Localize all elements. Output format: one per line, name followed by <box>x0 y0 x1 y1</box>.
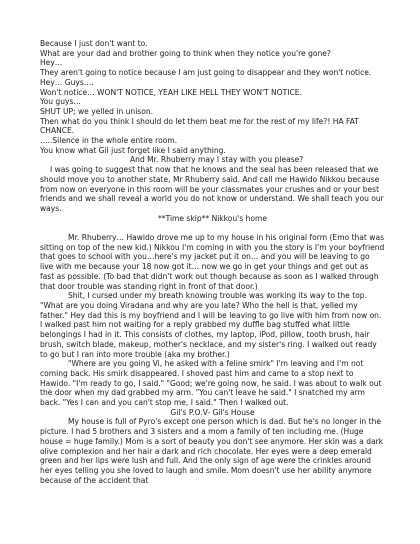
paragraph: Then what do you think I should do let them beat me for the rest of my life?! HA FAT CHANCE. <box>40 116 359 136</box>
paragraph: My house is full of Pyro's except one person which is dad. But he's no longer in the picture. I had 5 brothers and 3 sisters and a mom a family of ten including me. (Huge house = huge family.) Mom is a sort of beauty you don't see anymore. Her skin was a dark olive complexion and her hair a dark and rich chocolate. Her eyes were a deep emerald green and her lips were lush and full. And the only sign of age were the crinkles around her eyes telling you she loved to laugh and smile. Mom doesn't use her ability anymore because of the accident that <box>40 417 384 485</box>
paragraph: Hey… Guys…. <box>40 77 94 87</box>
paragraph: And Mr. Rhuberry may I stay with you please? <box>130 155 304 165</box>
paragraph: What are your dad and brother going to think when they notice you're gone? <box>40 48 331 58</box>
paragraph: I was going to suggest that now that he knows and the seal has been released that we should move you to another state, Mr Rhuberry said. And call me Hawido Nikkou because from now on everyone in this room will be your classmates your crushes and or your best friends and we shall reveal a world you do not know or understand. We shall teach you our ways. <box>40 165 384 213</box>
story-text <box>40 39 385 485</box>
paragraph: Shit, I cursed under my breath knowing trouble was working its way to the top. "What are you doing Viradana and why are you late? Who the hell is that, yelled my father." Hey dad this is my boyfriend and I will be leaving to go live with him from now on. I walked past him not waiting for a reply grabbed my duffle bag stuffed what little belongings I had in it. This consists of clothes, my laptop, iPod, pillow, tooth brush, hair brush, switch blade, makeup, mother's necklace, and my sister's ring. I walked out ready to go but I ran into more trouble (aka my brother.) <box>40 291 382 359</box>
paragraph: …..Silence in the whole entire room. <box>40 136 178 146</box>
paragraph: You know what Gil just forget like I said anything. <box>40 145 226 155</box>
paragraph: SHUT UP; we yelled in unison. <box>40 106 154 116</box>
section-heading: **Time skip** Nikkou's home <box>158 213 267 223</box>
paragraph: Won't notice… WON'T NOTICE, YEAH LIKE HELL THEY WON'T NOTICE. <box>40 87 302 97</box>
blank-line <box>40 223 385 233</box>
paragraph: Mr. Rhuberry… Hawido drove me up to my house in his original form (Emo that was sitting on top of the new kid.) Nikkou I'm coming in with you the story is I'm your boyfriend that goes to school with you…here's my jacket put it on… and you will be leaving to go live with me because your 18 now got it… now we go in get your things and get out as fast as possible. (To bad that didn't work out though because as soon as I walked through that door trouble was standing right in front of that door.) <box>40 233 385 291</box>
paragraph: Hey… <box>40 58 63 68</box>
paragraph: Because I just don't want to. <box>40 39 148 48</box>
paragraph: They aren't going to notice because I am just going to disappear and they won't notice. <box>40 68 372 78</box>
section-heading: Gil's P.O.V- Gil's House <box>170 407 255 417</box>
paragraph: You guys… <box>40 97 81 107</box>
paragraph: "Where are you going Vi, he asked with a feline smirk" I'm leaving and I'm not coming back. His smirk disappeared. I shoved past him and came to a stop next to Hawido. "I'm ready to go, I said." "Good; we're going now, he said. I was about to walk out the door when my dad grabbed my arm. "You can't leave he said." I snatched my arm back. "Yes I can and you can't stop me, I said." Then I walked out. <box>40 359 382 408</box>
